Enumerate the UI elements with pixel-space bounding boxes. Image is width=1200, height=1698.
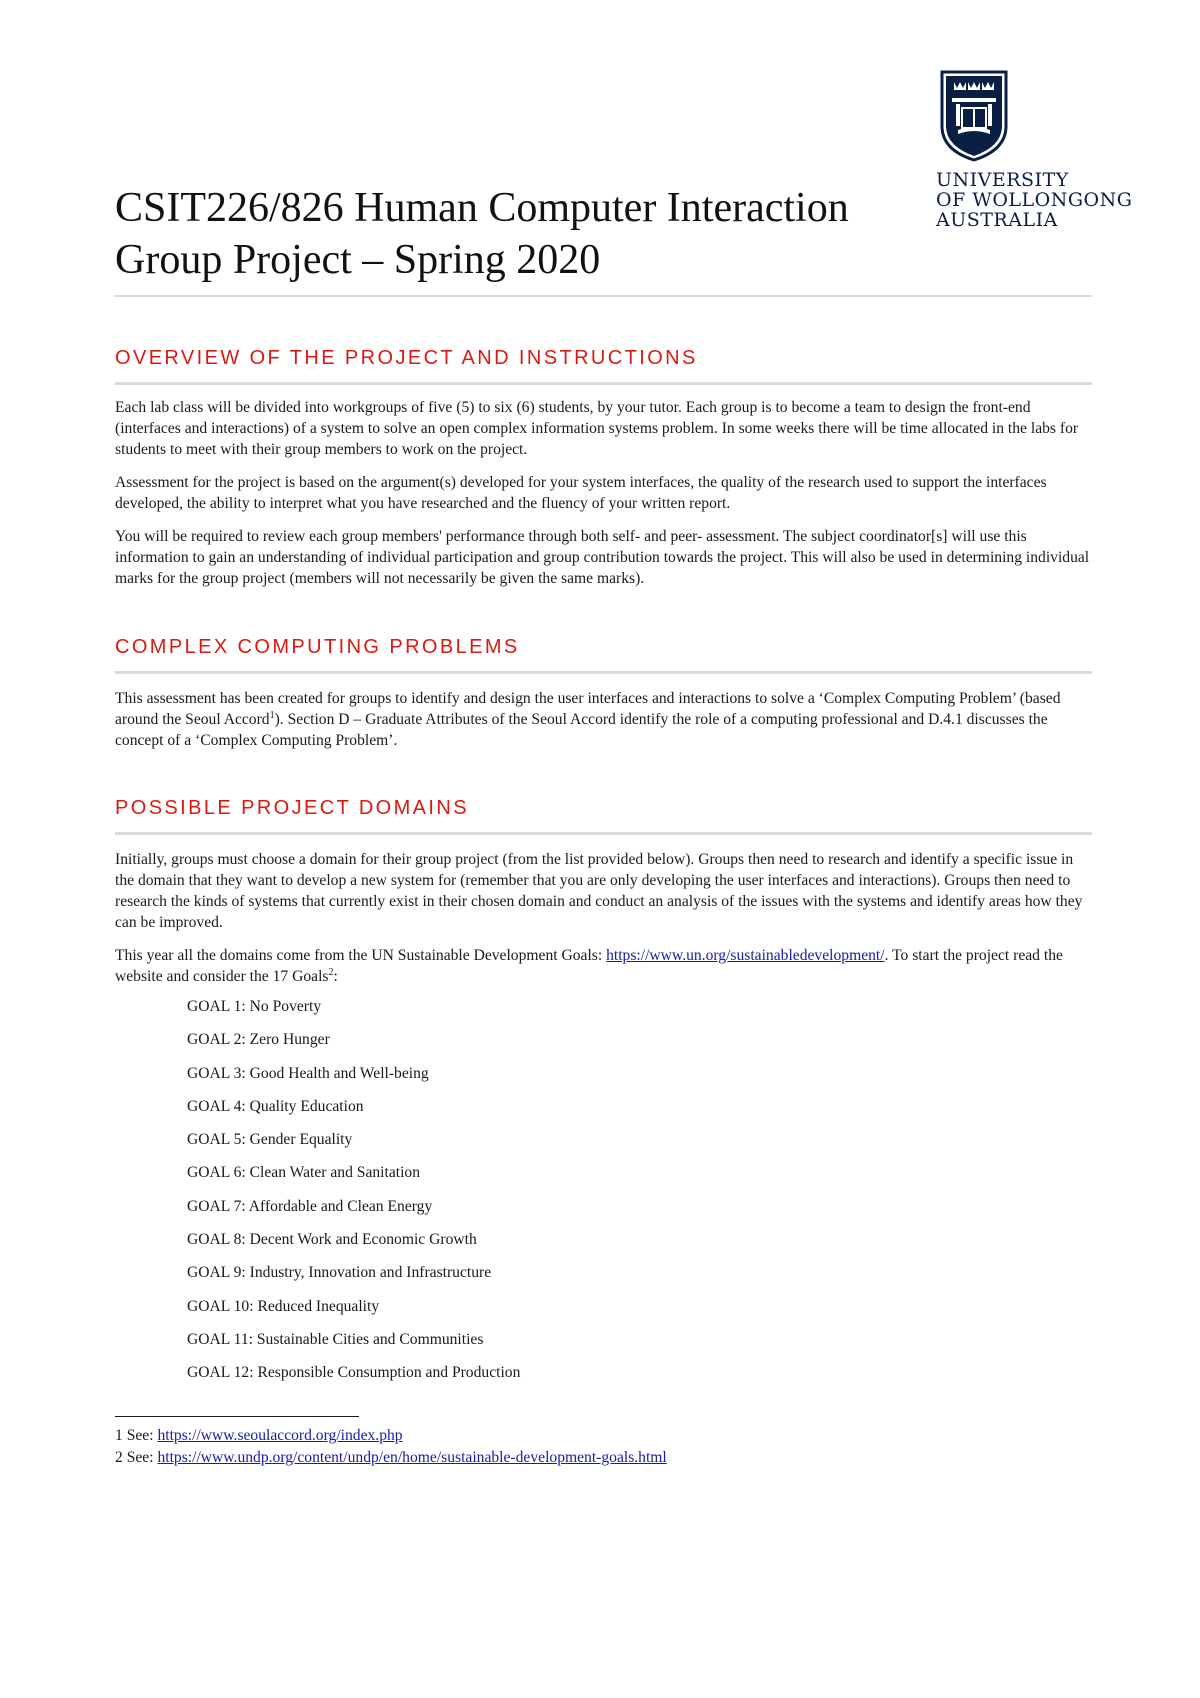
footnote-ref-2[interactable]: 2 [328,966,334,978]
overview-heading: OVERVIEW OF THE PROJECT AND INSTRUCTIONS [115,347,698,369]
domains-paragraph-1: Initially, groups must choose a domain for their group project (from the list provided below). Groups then need to research and identify a specific issue in the domain that they want to develop a new system for (remember that you are only developing the user interfaces and interactions). Groups then need to research the kinds of systems that currently exist in their chosen domain and conduct an analysis of the issues with the systems and identify areas how they can be improved. [115,851,1083,931]
goal-item: GOAL 10: Reduced Inequality [187,1297,380,1315]
footnote-label: 2 See: [115,1449,158,1466]
title-line-1: CSIT226/826 Human Computer Interaction [115,185,849,231]
seoul-accord-link[interactable]: https://www.seoulaccord.org/index.php [157,1427,403,1444]
title-divider [115,295,1092,297]
goals-list [187,997,520,1397]
page-title [115,182,935,286]
overview-paragraph-2: Assessment for the project is based on the argument(s) developed for your system interfaces, the quality of the research used to support the interfaces developed, the ability to interpret what you have researched and the fluency of your written report. [115,474,1047,512]
footnote-ref-1[interactable]: 1 [269,709,275,721]
university-name [936,170,1132,230]
goal-item: GOAL 1: No Poverty [187,998,322,1015]
domains-divider [115,832,1092,835]
domains-text-end: : [333,968,338,985]
footnote-divider [115,1416,359,1417]
un-sdg-link[interactable]: https://www.un.org/sustainabledevelopment/ [606,947,885,964]
goal-item: GOAL 7: Affordable and Clean Energy [187,1197,433,1215]
overview-paragraph-3: You will be required to review each group members' performance through both self- and peer- assessment. The subject coordinator[s] will use this information to gain an understanding of individual participation and group contribution towards the project. This will also be used in determining individual marks for the group project (members will not necessarily be given the same marks). [115,528,1090,587]
footnote-label: 1 See: [115,1427,158,1444]
goal-item: GOAL 4: Quality Education [187,1097,364,1115]
logo-line: AUSTRALIA [936,209,1058,231]
overview-paragraph-1: Each lab class will be divided into workgroups of five (5) to six (6) students, by your tutor. Each group is to become a team to design the front-end (interfaces and interactions) of a system to solve an open complex information systems problem. In some weeks there will be time allocated in the labs for students to meet with their group members to work on the project. [115,399,1079,458]
undp-sdg-link[interactable]: https://www.undp.org/content/undp/en/home/sustainable-development-goals.html [157,1449,667,1466]
university-logo [936,70,1146,250]
goal-item: GOAL 6: Clean Water and Sanitation [187,1164,421,1182]
domains-paragraph-2 [115,945,1095,987]
goal-item: GOAL 2: Zero Hunger [187,1031,330,1049]
domains-text-after: . To start the project read the website and consider the 17 Goals [115,947,1063,985]
footnote-1 [115,1426,403,1446]
goal-item: GOAL 9: Industry, Innovation and Infrastructure [187,1264,492,1282]
domains-text: This year all the domains come from the UN Sustainable Development Goals: [115,947,607,964]
goal-item: GOAL 8: Decent Work and Economic Growth [187,1231,477,1249]
goal-item: GOAL 12: Responsible Consumption and Production [187,1364,521,1382]
goal-item: GOAL 5: Gender Equality [187,1131,353,1149]
complex-divider [115,671,1092,674]
goal-item: GOAL 3: Good Health and Well-being [187,1064,429,1082]
footnote-2 [115,1448,667,1468]
domains-heading: POSSIBLE PROJECT DOMAINS [115,797,469,819]
complex-heading: COMPLEX COMPUTING PROBLEMS [115,636,520,658]
complex-paragraph [115,688,1095,751]
university-crest-icon [940,70,1008,162]
logo-line: UNIVERSITY [936,169,1069,191]
goal-item: GOAL 11: Sustainable Cities and Communities [187,1330,484,1348]
overview-divider [115,382,1092,385]
logo-line: OF WOLLONGONG [936,189,1133,211]
complex-text-end: ). Section D – Graduate Attributes of the Seoul Accord identify the role of a computing professional and D.4.1 discusses the concept of a ‘Complex Computing Problem’. [115,711,1048,749]
title-line-2: Group Project – Spring 2020 [115,237,601,283]
complex-text: This assessment has been created for groups to identify and design the user interfaces and interactions to solve a ‘Complex Computing Problem’ (based around the Seoul Accord [115,690,1061,728]
